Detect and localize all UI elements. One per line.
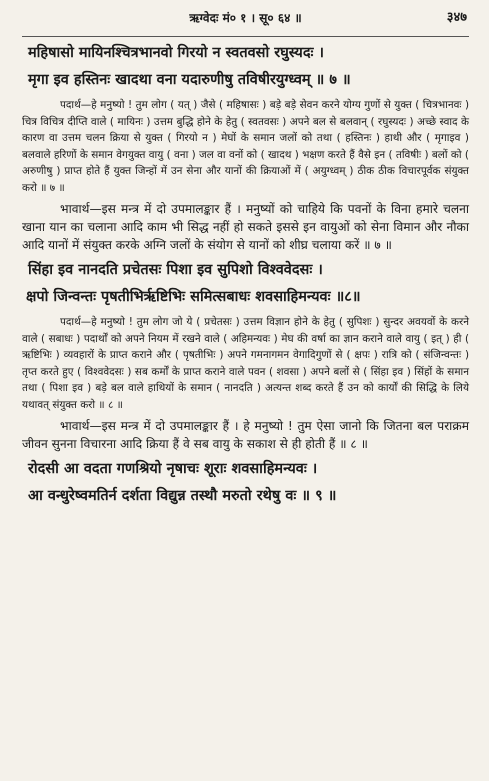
padartha-7-text: पदार्थ—हे मनुष्यो ! तुम लोग ( यत् ) जैसे ( महिषासः ) बड़े बड़े सेवन करने योग्य गुणों से युक्त ( चित्रभानवः ) चित्र विचित्र दीप्ति वाले ( मायिनः ) उत्तम बुद्धि होने के हेतु ( स्वतवसः ) अपने बल से बलवान् ( रघुस्यदः ) अच्छे स्वाद के कारण वा उत्तम चलन क्रिया से युक्त ( गिरयो न ) मेघों के समान जलों को तथा ( हस्तिनः ) हाथी और ( मृगाइव ) बलवाले हरिणों के समान वेगयुक्त वायु ( वना ) जल वा वनों को ( खादथ ) भक्षण करते हैं वैसे इन ( तविषीः ) बलों को ( अरुणीषु ) प्राप्त होते हैं युक्त जिन्हों में उन सेना और यानों की क्रियाओं में ( अयुग्ध्वम् ) ठीक ठीक विचारपूर्वक संयुक्त करो ॥ ७ ॥ [22, 99, 469, 194]
bhavartha-7-text: भावार्थ—इस मन्त्र में दो उपमालङ्कार हैं । मनुष्यों को चाहिये कि पवनों के विना हमारे चलना खाना यान का चलाना आदि काम भी सिद्ध नहीं हो सकते इससे इन वायुओं को सेना विमान और नौका आदि यानों में संयुक्त करके अग्नि जलों के संयोग से यानों को शीघ्र चलाया करें ॥ ७ ॥ [22, 202, 469, 252]
page-header [22, 0, 469, 37]
running-title: ऋग्वेदः मं० १ । सू० ६४ ॥ [189, 11, 302, 25]
mantra-8-line-1: सिंहा इव नानदति प्रचेतसः पिशा इव सुपिशो विश्ववेदसः । [28, 262, 323, 278]
padartha-8 [22, 314, 469, 413]
mantra-7-line-1: महिषासो मायिनश्चित्रभानवो गिरयो न स्वतवसो रघुस्यदः । [28, 45, 325, 61]
bhavartha-7 [22, 200, 469, 254]
mantra-8-line-2: क्षपो जिन्वन्तः पृषतीभिर्ऋष्टिभिः समित्सबाधः शवसाहिमन्यवः ॥८॥ [26, 289, 361, 305]
padartha-8-text: पदार्थ—हे मनुष्यो ! तुम लोग जो ये ( प्रचेतसः ) उत्तम विज्ञान होने के हेतु ( सुपिशः ) सुन्दर अवयवों के करने वाले ( सबाधः ) पदार्थों को अपने नियम में रखने वाले ( अहिमन्यवः ) मेघ की वर्षा का ज्ञान कराने वाले वायु ( इत् ) ही ( ऋष्टिभिः ) व्यवहारों के प्राप्त कराने और ( पृषतीभिः ) अपने गमनागमन वेगादिगुणों से ( क्षपः ) रात्रि को ( संजिन्वन्तः ) तृप्त करते हुए ( विश्ववेदसः ) सब कर्मों के प्राप्त कराने वाले पवन ( शवसा ) अपने बलों से ( सिंहा इव ) सिंहों के समान तथा ( पिशा इव ) बड़े बल वाले हाथियों के समान ( नानदति ) अत्यन्त शब्द करते हैं उन को कार्यों की सिद्धि के लिये यथावत् संयुक्त करो ॥ ८ ॥ [22, 316, 469, 411]
bhavartha-8 [22, 417, 469, 453]
mantra-9-line-2: आ वन्धुरेष्वमतिर्न दर्शता विद्युन्न तस्थौ मरुतो रथेषु वः ॥ ९ ॥ [28, 488, 337, 504]
mantra-9-line-1: रोदसी आ वदता गणश्रियो नृषाचः शूराः शवसाहिमन्यवः । [28, 461, 318, 477]
padartha-7 [22, 97, 469, 196]
bhavartha-8-text: भावार्थ—इस मन्त्र में दो उपमालङ्कार हैं । हे मनुष्यो ! तुम ऐसा जानो कि जितना बल पराक्रम जीवन सुनना विचारना आदि क्रिया हैं वे सब वायु के सकाश से ही होती हैं ॥ ८ ॥ [22, 419, 469, 451]
page-number: ३४७ [446, 10, 467, 25]
mantra-7-line-2: मृगा इव हस्तिनः खादथा वना यदारुणीषु तविषीरयुग्ध्वम् ॥ ७ ॥ [28, 72, 351, 88]
